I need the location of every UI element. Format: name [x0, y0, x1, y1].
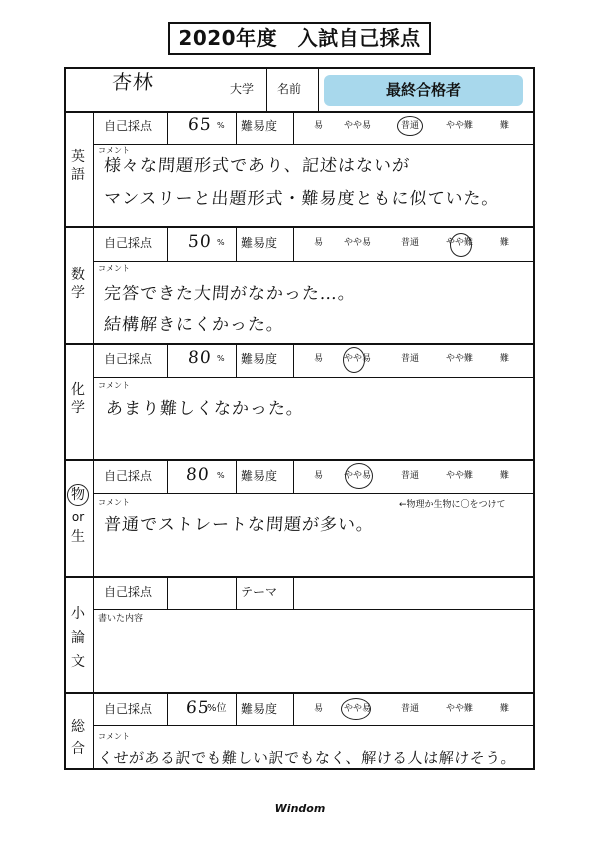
physbio-score: 80 — [185, 465, 211, 485]
difficulty-label: 難易度 — [241, 469, 278, 483]
difficulty-option-somewhat-hard: やや難 — [446, 704, 474, 714]
difficulty-option-normal: 普通 — [401, 704, 420, 714]
selected-subject-mark — [67, 484, 89, 506]
comment-label: コメント — [98, 146, 130, 155]
self-score-label: 自己採点 — [104, 352, 153, 366]
self-score-label: 自己採点 — [104, 469, 153, 483]
subject-overall: 総合 — [71, 719, 85, 757]
difficulty-option-normal: 普通 — [401, 238, 420, 248]
percent-sign: % — [217, 121, 225, 130]
physbio-comment-line-1: 普通でストレートな問題が多い。 — [103, 515, 375, 535]
footer-brand: Windom — [274, 802, 326, 815]
comment-label: コメント — [98, 264, 130, 273]
name-label: 名前 — [277, 82, 302, 96]
subject-math: 数学 — [71, 267, 85, 301]
difficulty-option-normal: 普通 — [401, 471, 420, 481]
university-value: 杏林 — [111, 70, 155, 94]
english-comment-line-1: 様々な問題形式であり、記述はないが — [103, 156, 411, 176]
difficulty-option-normal: 普通 — [401, 354, 420, 364]
selected-difficulty-mark — [341, 698, 371, 720]
difficulty-option-easy: 易 — [314, 471, 324, 481]
percent-sign: % — [217, 471, 225, 480]
subject-biology: 生 — [71, 529, 85, 545]
difficulty-option-hard: 難 — [500, 471, 510, 481]
selected-difficulty-mark — [397, 116, 423, 136]
subject-or: or — [71, 510, 85, 524]
chemistry-comment-line-1: あまり難しくなかった。 — [105, 399, 305, 419]
difficulty-label: 難易度 — [241, 702, 278, 716]
percent-sign: % — [217, 238, 225, 247]
self-score-label: 自己採点 — [104, 236, 153, 250]
difficulty-option-somewhat-hard: やや難 — [446, 238, 474, 248]
chemistry-score: 80 — [187, 348, 213, 368]
difficulty-option-easy: 易 — [314, 238, 324, 248]
comment-label: コメント — [98, 498, 130, 507]
difficulty-label: 難易度 — [241, 236, 278, 250]
subject-essay: 小論文 — [71, 606, 85, 670]
math-score: 50 — [187, 232, 213, 252]
subject-english: 英語 — [71, 149, 85, 183]
subject-chemistry: 化学 — [71, 382, 85, 416]
math-comment-line-1: 完答できた大問がなかった…。 — [103, 284, 357, 304]
difficulty-option-normal: 普通 — [401, 121, 420, 131]
difficulty-option-somewhat-easy: やや易 — [344, 354, 372, 364]
physbio-instruction: ←物理か生物に〇をつけて — [399, 500, 506, 510]
written-content-label: 書いた内容 — [98, 614, 144, 624]
overall-score: 65 — [185, 698, 211, 718]
difficulty-option-easy: 易 — [314, 354, 324, 364]
difficulty-option-hard: 難 — [500, 121, 510, 131]
selected-difficulty-mark — [450, 233, 472, 257]
comment-label: コメント — [98, 732, 130, 741]
comment-label: コメント — [98, 381, 130, 390]
name-badge: 最終合格者 — [324, 75, 523, 106]
difficulty-option-somewhat-easy: やや易 — [344, 238, 372, 248]
selected-difficulty-mark — [345, 463, 373, 489]
page-title: 2020年度 入試自己採点 — [168, 22, 431, 55]
english-score: 65 — [187, 115, 213, 135]
self-score-label: 自己採点 — [104, 585, 153, 599]
self-score-label: 自己採点 — [104, 119, 153, 133]
difficulty-option-somewhat-easy: やや易 — [344, 704, 372, 714]
overall-comment-line-1: くせがある訳でも難しい訳でもなく、解ける人は解けそう。 — [97, 749, 517, 767]
difficulty-option-easy: 易 — [314, 704, 324, 714]
subject-physics-circled: 物 — [71, 487, 85, 503]
difficulty-option-hard: 難 — [500, 238, 510, 248]
theme-label: テーマ — [241, 585, 278, 599]
university-label: 大学 — [230, 82, 255, 96]
difficulty-option-somewhat-hard: やや難 — [446, 121, 474, 131]
difficulty-option-somewhat-hard: やや難 — [446, 471, 474, 481]
self-score-label: 自己採点 — [104, 702, 153, 716]
difficulty-option-hard: 難 — [500, 704, 510, 714]
english-comment-line-2: マンスリーと出題形式・難易度ともに似ていた。 — [103, 189, 501, 209]
math-comment-line-2: 結構解きにくかった。 — [103, 315, 285, 335]
percent-sign: % — [217, 354, 225, 363]
selected-difficulty-mark — [343, 347, 365, 373]
difficulty-label: 難易度 — [241, 119, 278, 133]
difficulty-option-somewhat-easy: やや易 — [344, 121, 372, 131]
difficulty-option-hard: 難 — [500, 354, 510, 364]
difficulty-option-somewhat-hard: やや難 — [446, 354, 474, 364]
difficulty-label: 難易度 — [241, 352, 278, 366]
difficulty-option-easy: 易 — [314, 121, 324, 131]
difficulty-option-somewhat-easy: やや易 — [344, 471, 372, 481]
overall-score-suffix: %位 — [207, 703, 227, 714]
